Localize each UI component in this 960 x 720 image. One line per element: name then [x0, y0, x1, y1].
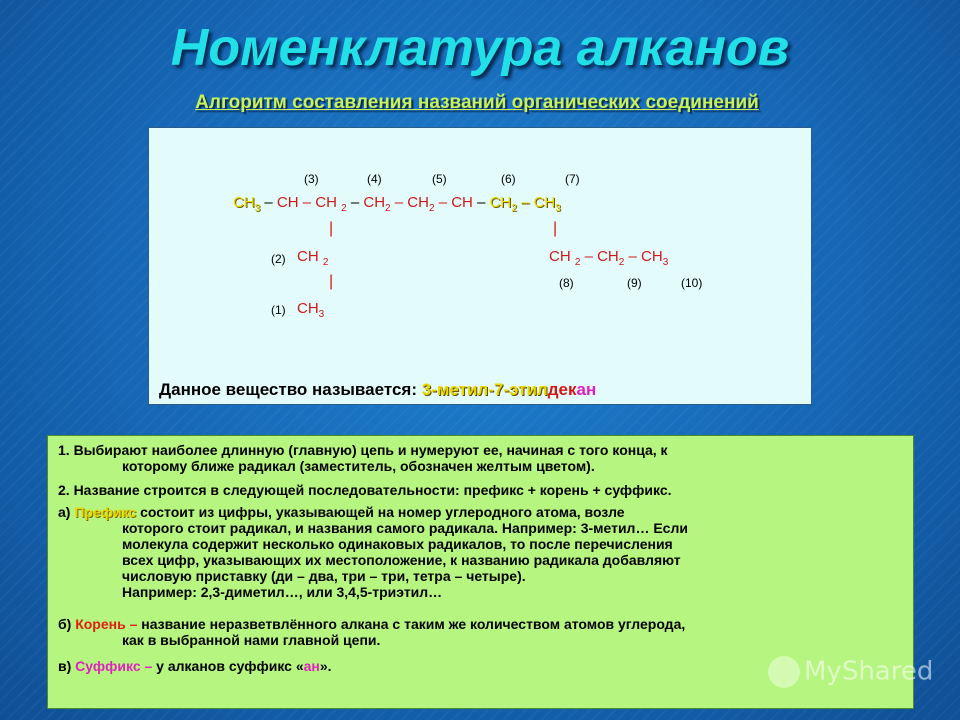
rule-suffix: в) Суффикс – у алканов суффикс «ан».: [58, 658, 332, 674]
bond-c4-c2: |: [329, 220, 334, 237]
ch3-radical: $CH_3$: [233, 194, 261, 214]
suffix-keyword: Суффикс –: [75, 658, 157, 674]
bond-c2-c1: |: [329, 273, 334, 290]
suffix-an: ан: [303, 658, 320, 674]
watermark-logo: MyShared: [768, 656, 933, 688]
carbon-number-2: (2): [271, 252, 286, 266]
right-branch-chain: CH $_2 - CH_2 - CH_3$: [549, 248, 669, 268]
rule-root: б) Корень – название неразветвлённого алкана с таким же количеством атомов углерода, как в выбранной нами главной цепи.: [58, 616, 686, 648]
structural-formula-panel: [148, 127, 812, 405]
rule-prefix: а) Префикс состоит из цифры, указывающей на номер углеродного атома, возле которого стоит радикал, и названия самого радикала. Например: 3-метил… Если молекула содержит несколько одинаковых радикалов, то после перечисления всех цифр, указывающих их местоположение, к названию радикала добавляют числовую приставку (ди – два, три – три, тетра – четыре). Например: 2,3-диметил…, или 3,4,5-триэтил…: [58, 504, 688, 600]
carbon-number-6: (6): [501, 172, 516, 186]
carbon-number-10: (10): [681, 276, 703, 290]
root-keyword: Корень –: [75, 616, 142, 632]
carbon-number-4: (4): [367, 172, 382, 186]
radicals-part: 3-метил-7-этил: [421, 380, 548, 399]
rule-2: 2. Название строится в следующей последовательности: префикс + корень + суффикс.: [58, 482, 672, 498]
ch2-ch3-radical: $CH_2 - CH_3$: [489, 194, 561, 214]
compound-name-line: Данное вещество называется: 3-метил-7-этилдекан: [159, 380, 597, 399]
carbon-number-5: (5): [432, 172, 447, 186]
carbon-number-1: (1): [271, 303, 286, 317]
suffix-part: ан: [576, 380, 597, 399]
carbon-number-9: (9): [627, 276, 642, 290]
branch-ch2: CH $_2$: [297, 248, 329, 268]
slide-title: Номенклатура алканов: [170, 19, 790, 77]
watermark-icon: [768, 656, 800, 688]
root-part: дек: [547, 380, 577, 399]
slide-subtitle: Алгоритм составления названий органических соединений: [195, 92, 759, 113]
rule-1: 1. Выбирают наиболее длинную (главную) цепь и нумеруют ее, начиная с того конца, к которому ближе радикал (заместитель, обозначен желтым цветом).: [58, 442, 668, 474]
carbon-number-7: (7): [565, 172, 580, 186]
carbon-number-3: (3): [304, 172, 319, 186]
main-chain: $CH_3$ – CH – CH $_2 - CH_2 - CH_2$ – CH – $CH_2 - CH_3$: [233, 194, 561, 214]
bond-c7-c8: |: [553, 220, 558, 237]
branch-ch3: $CH_3$: [297, 300, 325, 320]
prefix-keyword: Префикс: [74, 504, 137, 520]
carbon-number-8: (8): [559, 276, 574, 290]
